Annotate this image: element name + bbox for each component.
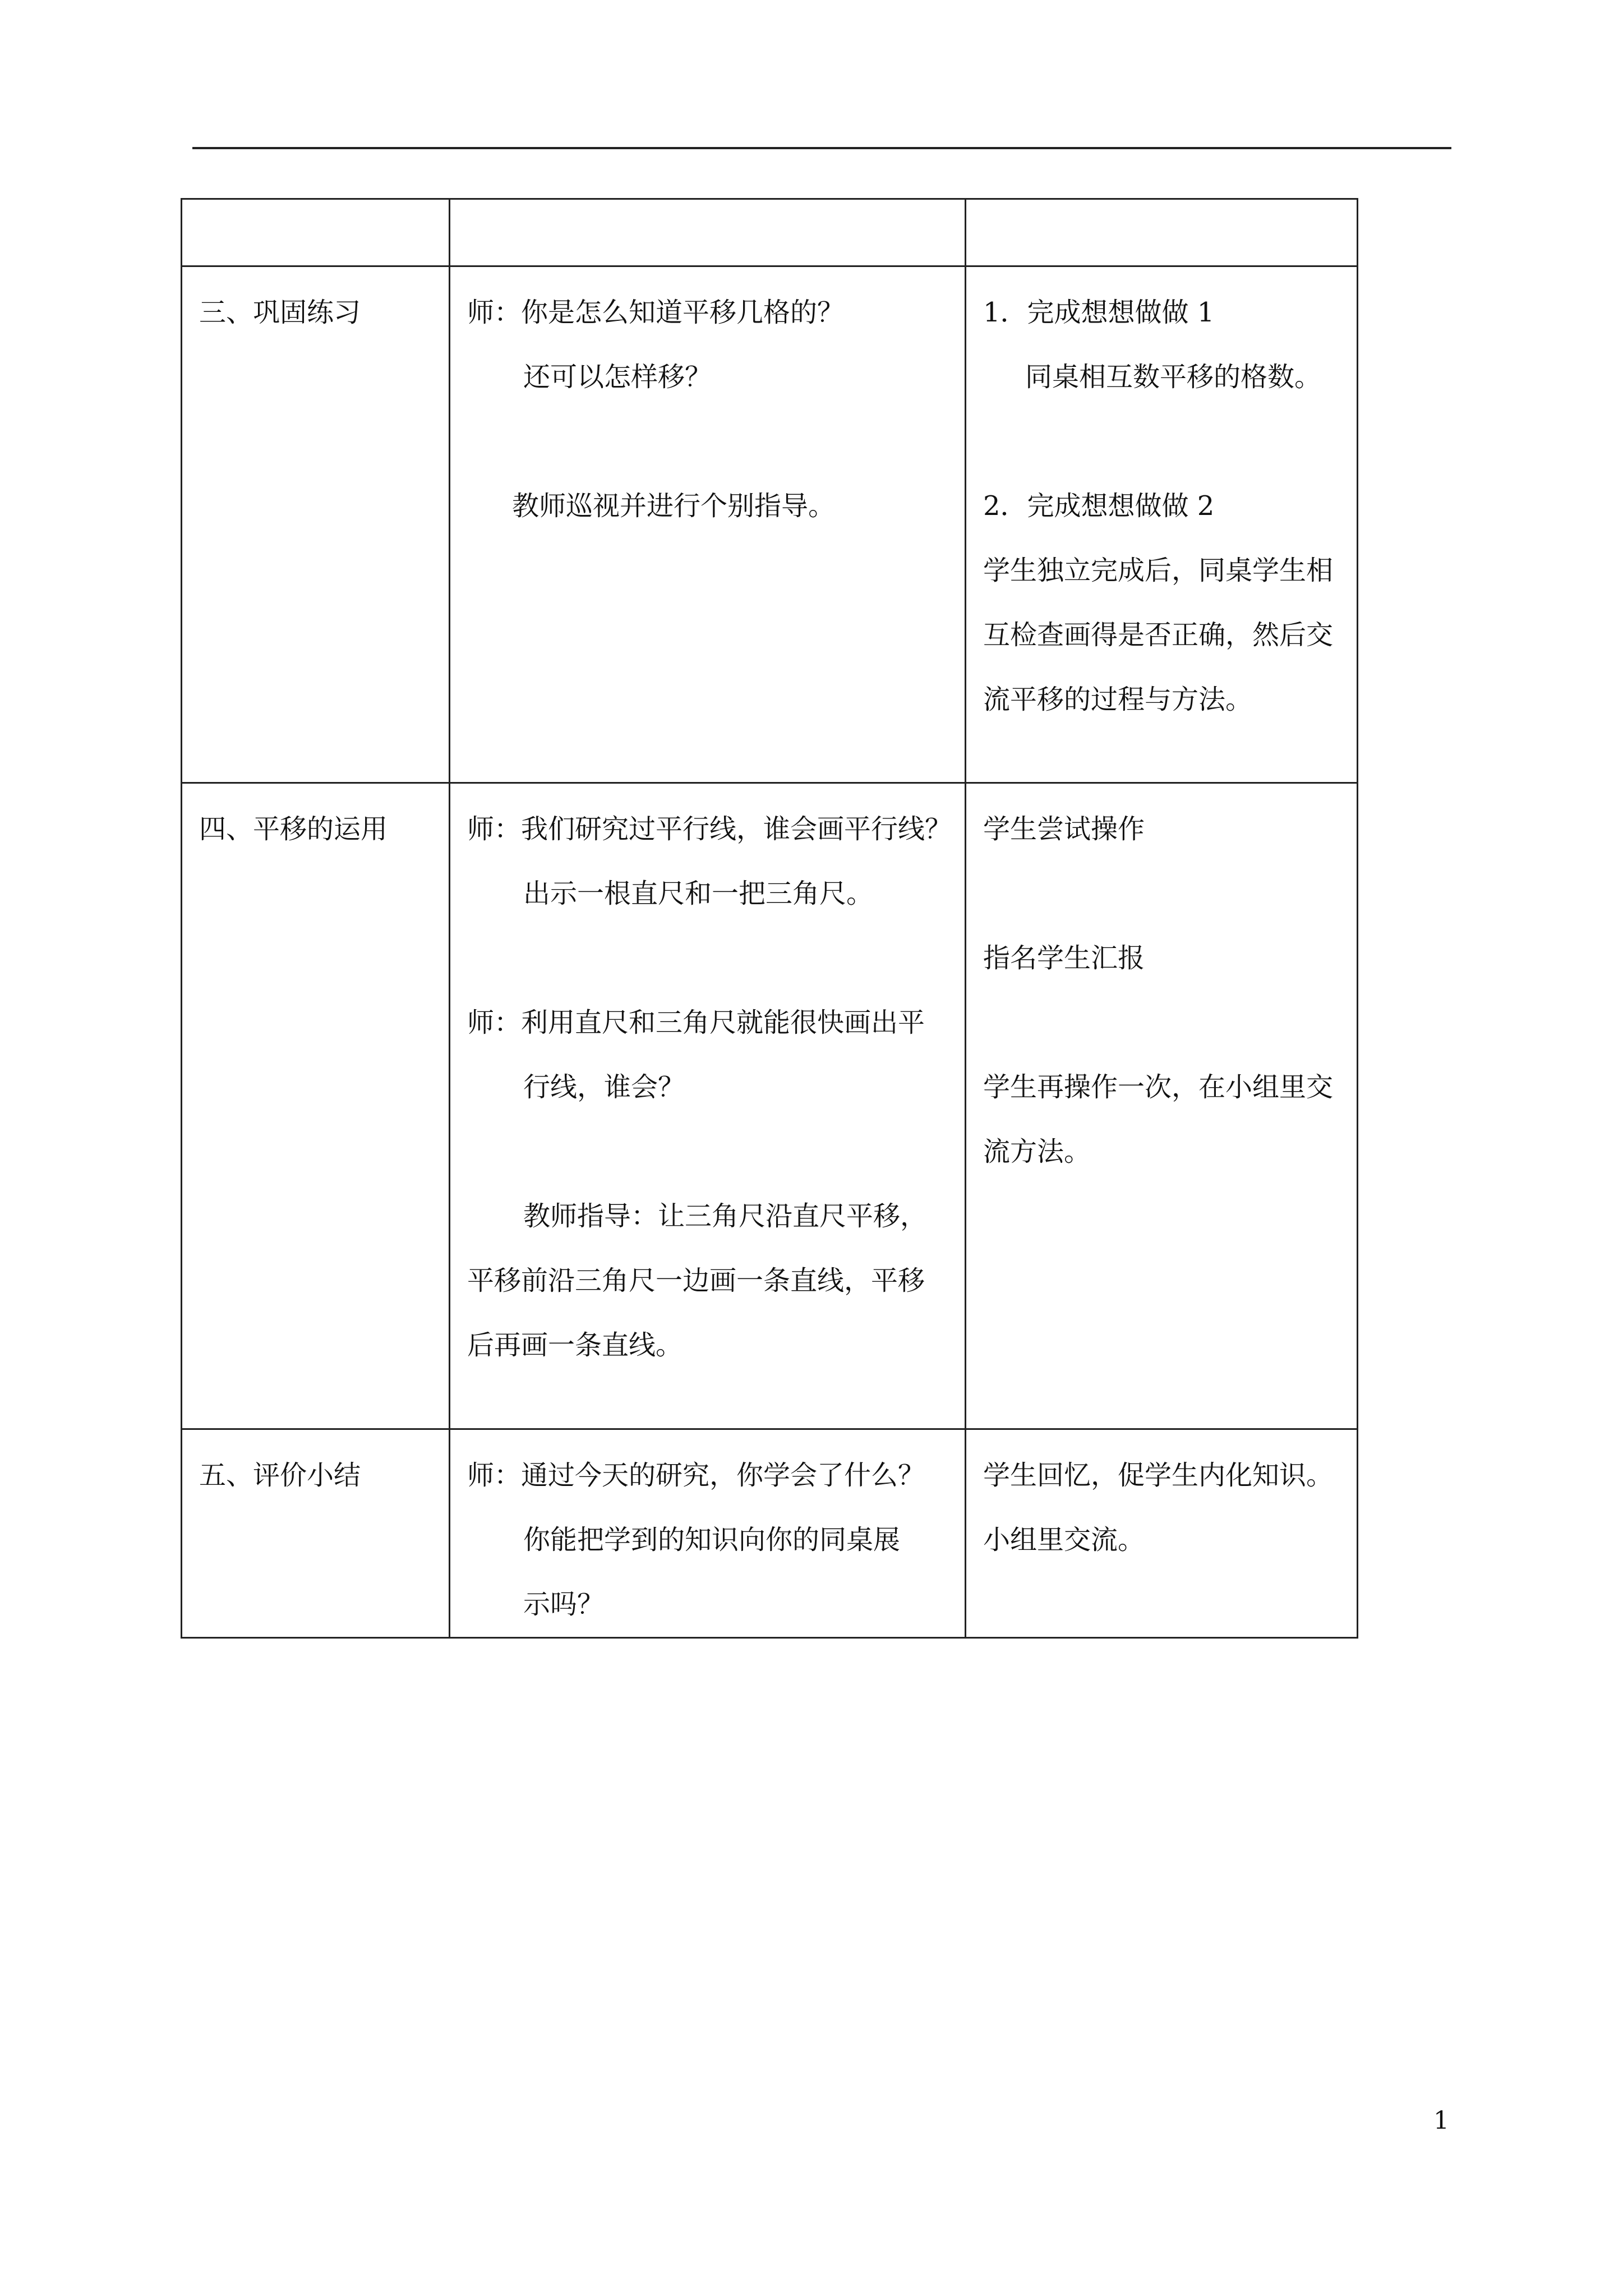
table-row-application [182,783,1358,1429]
table-row-blank [182,199,1358,266]
teacher-line: 平移前沿三角尺一边画一条直线，平移 [467,1265,925,1296]
teacher-line: 示吗？ [523,1589,605,1620]
teacher-activity-cell [450,199,966,266]
student-activity-cell [966,266,1358,783]
teacher-activity-cell [450,1429,966,1638]
student-line: 小组里交流。 [983,1524,1145,1556]
stage-cell [182,266,450,783]
student-line: 2．完成想想做做 2 [983,490,1215,522]
teacher-line: 出示一根直尺和一把三角尺。 [523,878,874,909]
teacher-activity-cell [450,783,966,1429]
lesson-plan-table [181,198,1358,1639]
teacher-line: 师：利用直尺和三角尺就能很快画出平 [467,1007,925,1038]
student-line: 学生再操作一次，在小组里交 [983,1071,1334,1103]
student-line: 互检查画得是否正确，然后交 [983,619,1334,651]
teacher-line: 师：通过今天的研究，你学会了什么？ [467,1460,925,1491]
student-activity-cell [966,199,1358,266]
stage-cell [182,783,450,1429]
page-number: 1 [1433,2106,1449,2135]
teacher-line: 还可以怎样移？ [523,361,712,393]
stage-label: 四、平移的运用 [199,813,388,845]
student-line: 同桌相互数平移的格数。 [1025,361,1322,393]
teacher-activity-cell [450,266,966,783]
student-line: 学生尝试操作 [983,813,1145,845]
header-rule [192,147,1451,149]
stage-cell [182,199,450,266]
student-line: 学生独立完成后，同桌学生相 [983,555,1334,586]
stage-label: 五、评价小结 [199,1460,361,1491]
student-line: 学生回忆，促学生内化知识。 [983,1460,1334,1491]
teacher-line: 教师巡视并进行个别指导。 [512,490,836,522]
student-line: 1．完成想想做做 1 [983,297,1215,328]
teacher-line: 行线，谁会？ [523,1071,685,1103]
teacher-line: 教师指导：让三角尺沿直尺平移， [523,1200,928,1232]
table-row-consolidation [182,266,1358,783]
teacher-line: 师：我们研究过平行线，谁会画平行线？ [467,813,952,845]
table-row-summary [182,1429,1358,1638]
stage-cell [182,1429,450,1638]
teacher-line: 你能把学到的知识向你的同桌展 [523,1524,901,1556]
student-line: 流方法。 [983,1136,1091,1167]
teacher-line: 后再画一条直线。 [467,1329,683,1361]
student-line: 流平移的过程与方法。 [983,684,1253,715]
student-line: 指名学生汇报 [983,942,1145,974]
student-activity-cell [966,1429,1358,1638]
student-activity-cell [966,783,1358,1429]
stage-label: 三、巩固练习 [199,297,361,328]
teacher-line: 师：你是怎么知道平移几格的？ [467,297,845,328]
